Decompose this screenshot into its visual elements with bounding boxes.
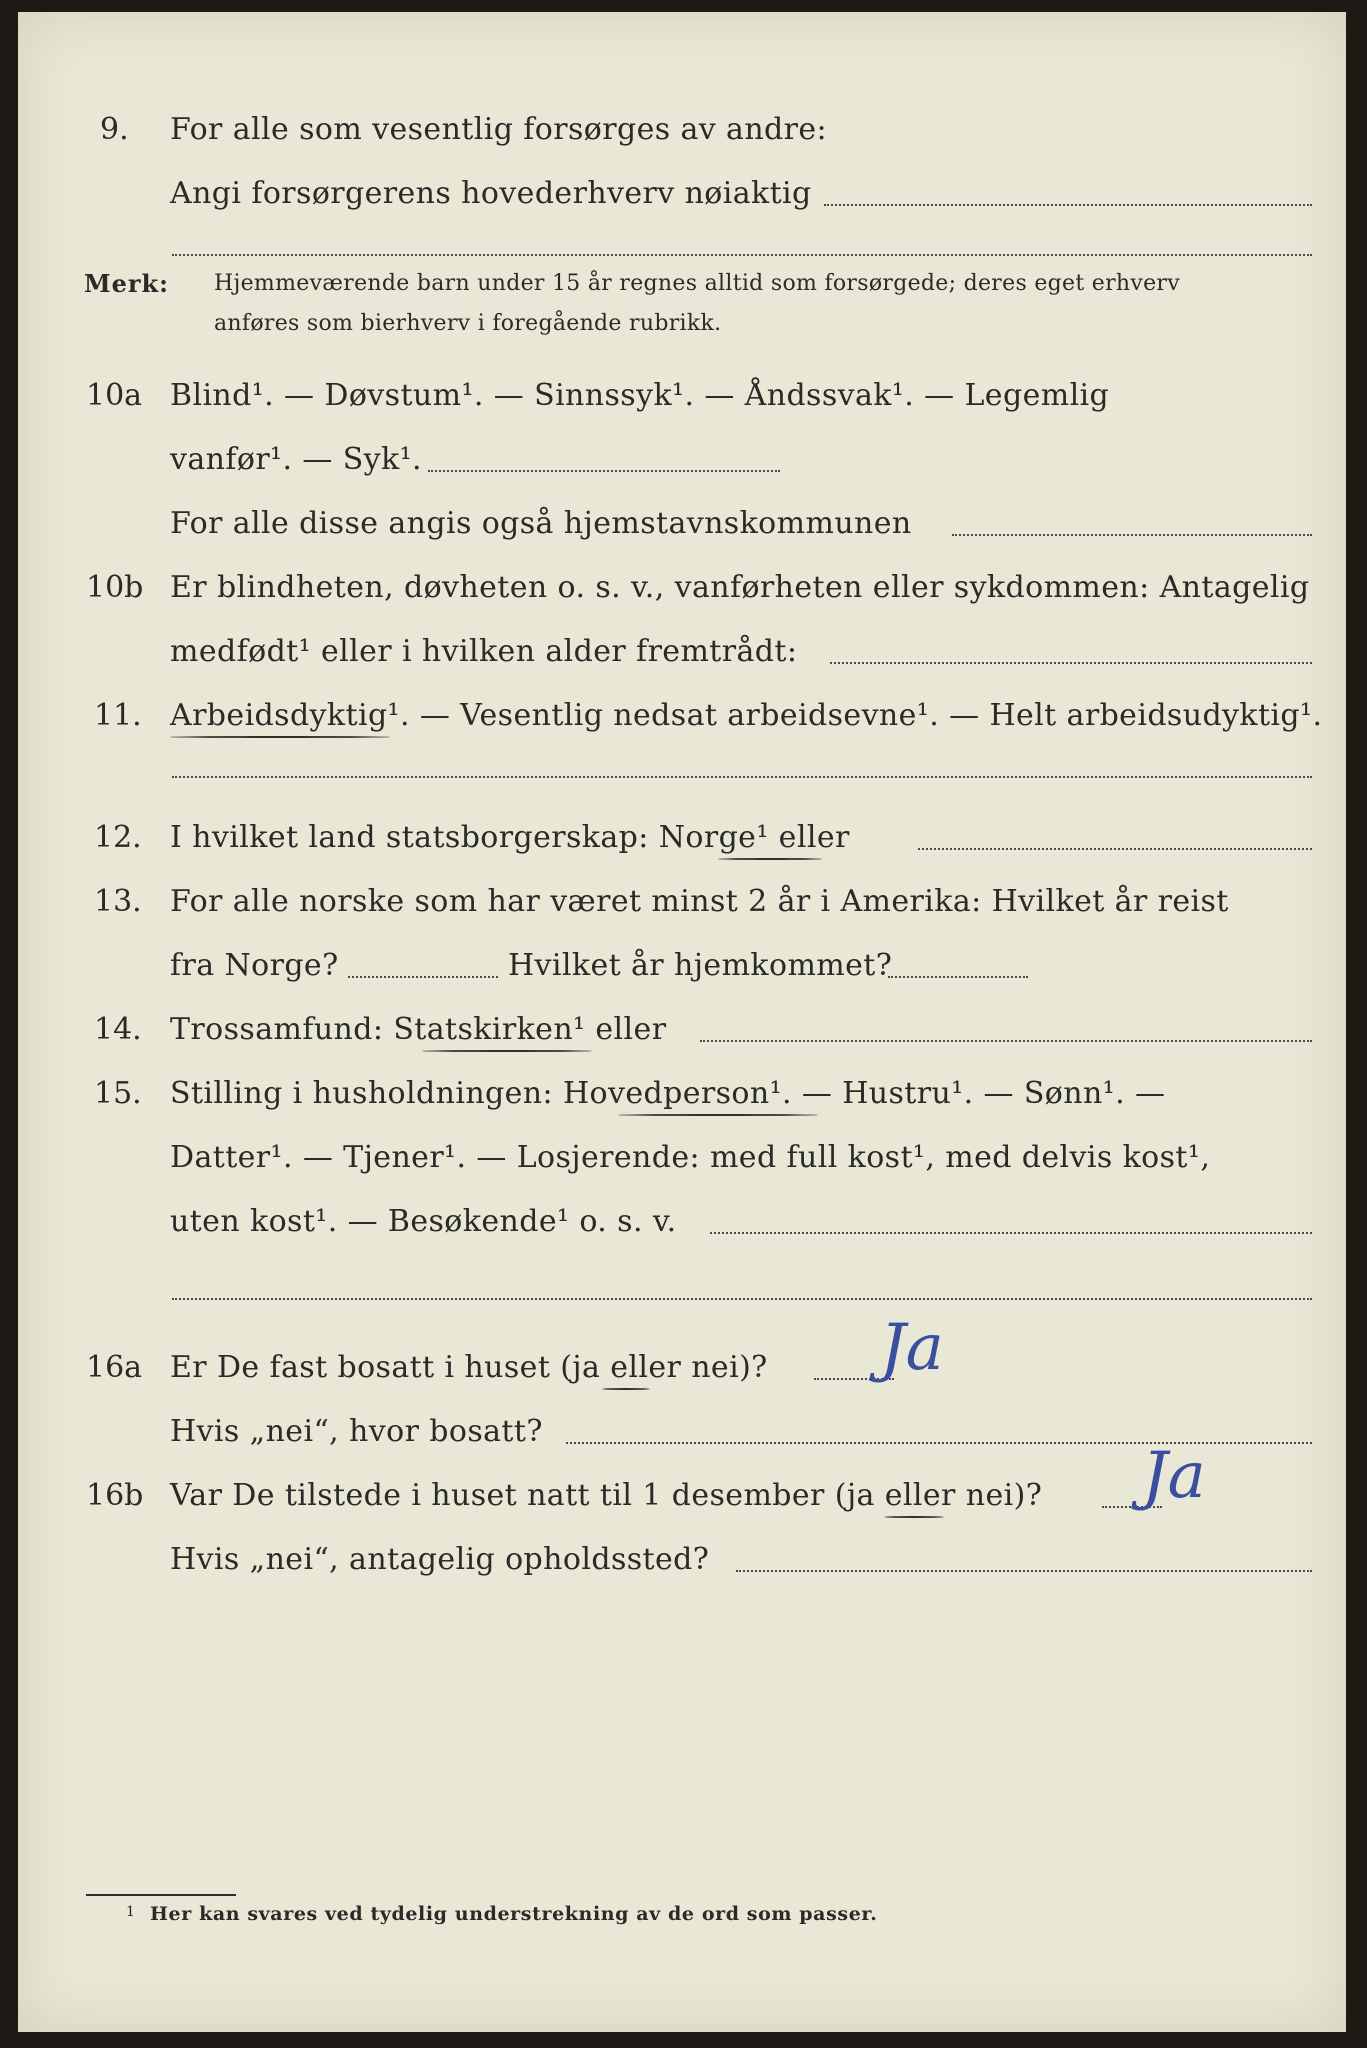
q15-row-2	[18, 1136, 1346, 1180]
q13-departure-answer-line[interactable]	[348, 976, 498, 978]
q10a-options-cont: vanfør¹. — Syk¹.	[170, 442, 422, 477]
q12-question: I hvilket land statsborgerskap: Norge¹ eller	[170, 820, 850, 855]
q13-question: For alle norske som har været minst 2 år i Amerika: Hvilket år reist	[170, 884, 1229, 919]
q13-number: 13.	[94, 884, 142, 919]
q14-number: 14.	[94, 1012, 142, 1047]
merk-row-2	[18, 306, 1346, 350]
merk-label: Merk:	[84, 269, 169, 298]
q15-selection-underline	[618, 1114, 818, 1116]
q11-selection-underline	[170, 736, 390, 738]
q13-return-label: Hvilket år hjemkommet?	[508, 948, 893, 983]
q11-options: Arbeidsdyktig¹. — Vesentlig nedsat arbeidsevne¹. — Helt arbeidsudyktig¹.	[170, 698, 1323, 733]
merk-text-line-1: Hjemmeværende barn under 15 år regnes alltid som forsørgede; deres eget erhverv	[214, 271, 1180, 296]
q13-row-2	[18, 944, 1346, 988]
q10b-row-2	[18, 630, 1346, 674]
q9-occupation-label: Angi forsørgerens hovederhverv nøiaktig	[170, 176, 812, 211]
q16a-residence-label: Hvis „nei“, hvor bosatt?	[170, 1414, 543, 1449]
q15-extra-answer-line[interactable]	[172, 1298, 1312, 1300]
q16b-location-answer-line[interactable]	[736, 1570, 1312, 1572]
q16b-question: Var De tilstede i huset natt til 1 desember (ja eller nei)?	[170, 1478, 1043, 1513]
q16a-row-1	[18, 1346, 1346, 1390]
q13-row-1	[18, 880, 1346, 924]
q10b-row-1	[18, 566, 1346, 610]
q15-answer-line[interactable]	[710, 1232, 1312, 1234]
q10a-row-2	[18, 438, 1346, 482]
q15-number: 15.	[94, 1076, 142, 1111]
q12-selection-underline	[718, 858, 822, 860]
q11-number: 11.	[94, 698, 142, 733]
footnote-rule	[86, 1894, 236, 1896]
q10b-number: 10b	[86, 570, 144, 605]
q16a-selection-underline	[602, 1388, 650, 1390]
q16b-location-label: Hvis „nei“, antagelig opholdssted?	[170, 1542, 710, 1577]
q10a-hometown-label: For alle disse angis også hjemstavnskommunen	[170, 506, 912, 541]
q15-row-3	[18, 1200, 1346, 1244]
q10a-hometown-answer-line[interactable]	[952, 534, 1312, 536]
q16a-handwritten-answer: Ja	[880, 1311, 944, 1385]
q10a-number: 10a	[86, 378, 143, 413]
q11-extra-answer-line[interactable]	[172, 776, 1312, 778]
q10b-answer-line[interactable]	[830, 662, 1312, 664]
merk-row-1	[18, 266, 1346, 310]
q10a-options: Blind¹. — Døvstum¹. — Sinnssyk¹. — Åndssvak¹. — Legemlig	[170, 378, 1110, 413]
q16b-selection-underline	[884, 1516, 944, 1518]
footnote-mark: 1	[126, 1904, 135, 1920]
q10a-row-3	[18, 502, 1346, 546]
q10a-row-1	[18, 374, 1346, 418]
q10b-question: Er blindheten, døvheten o. s. v., vanførheten eller sykdommen: Antagelig	[170, 570, 1310, 605]
footnote-text: Her kan svares ved tydelig understrekning av de ord som passer.	[150, 1903, 878, 1925]
q14-selection-underline	[422, 1050, 592, 1052]
q16b-row-2	[18, 1538, 1346, 1582]
census-form-page	[18, 12, 1346, 2032]
footnote-row	[18, 1900, 1346, 1930]
q10a-answer-line[interactable]	[428, 470, 780, 472]
q12-row-1	[18, 816, 1346, 860]
q16a-number: 16a	[86, 1350, 143, 1385]
merk-text-line-2: anføres som bierhverv i foregående rubrikk.	[214, 311, 722, 336]
q11-row-1	[18, 694, 1346, 738]
q9-occupation-answer-line[interactable]	[824, 204, 1312, 206]
q12-number: 12.	[94, 820, 142, 855]
q15-options-end: uten kost¹. — Besøkende¹ o. s. v.	[170, 1204, 677, 1239]
q16a-question: Er De fast bosatt i huset (ja eller nei)?	[170, 1350, 768, 1385]
q9-row-2	[18, 172, 1346, 216]
q15-row-1	[18, 1072, 1346, 1116]
q16b-handwritten-answer: Ja	[1142, 1439, 1206, 1513]
q16b-number: 16b	[86, 1478, 144, 1513]
q9-row-1	[18, 108, 1346, 152]
q9-number: 9.	[100, 112, 129, 147]
q13-departure-label: fra Norge?	[170, 948, 339, 983]
q15-options: Stilling i husholdningen: Hovedperson¹. — Hustru¹. — Sønn¹. —	[170, 1076, 1166, 1111]
q12-answer-line[interactable]	[918, 848, 1312, 850]
q14-row-1	[18, 1008, 1346, 1052]
q9-question: For alle som vesentlig forsørges av andre:	[170, 112, 828, 147]
q14-question: Trossamfund: Statskirken¹ eller	[170, 1012, 667, 1047]
q15-options-cont: Datter¹. — Tjener¹. — Losjerende: med full kost¹, med delvis kost¹,	[170, 1140, 1211, 1175]
q9-extra-answer-line[interactable]	[172, 254, 1312, 256]
q13-return-answer-line[interactable]	[888, 976, 1028, 978]
q14-answer-line[interactable]	[700, 1040, 1312, 1042]
q10b-question-cont: medfødt¹ eller i hvilken alder fremtrådt:	[170, 634, 798, 669]
